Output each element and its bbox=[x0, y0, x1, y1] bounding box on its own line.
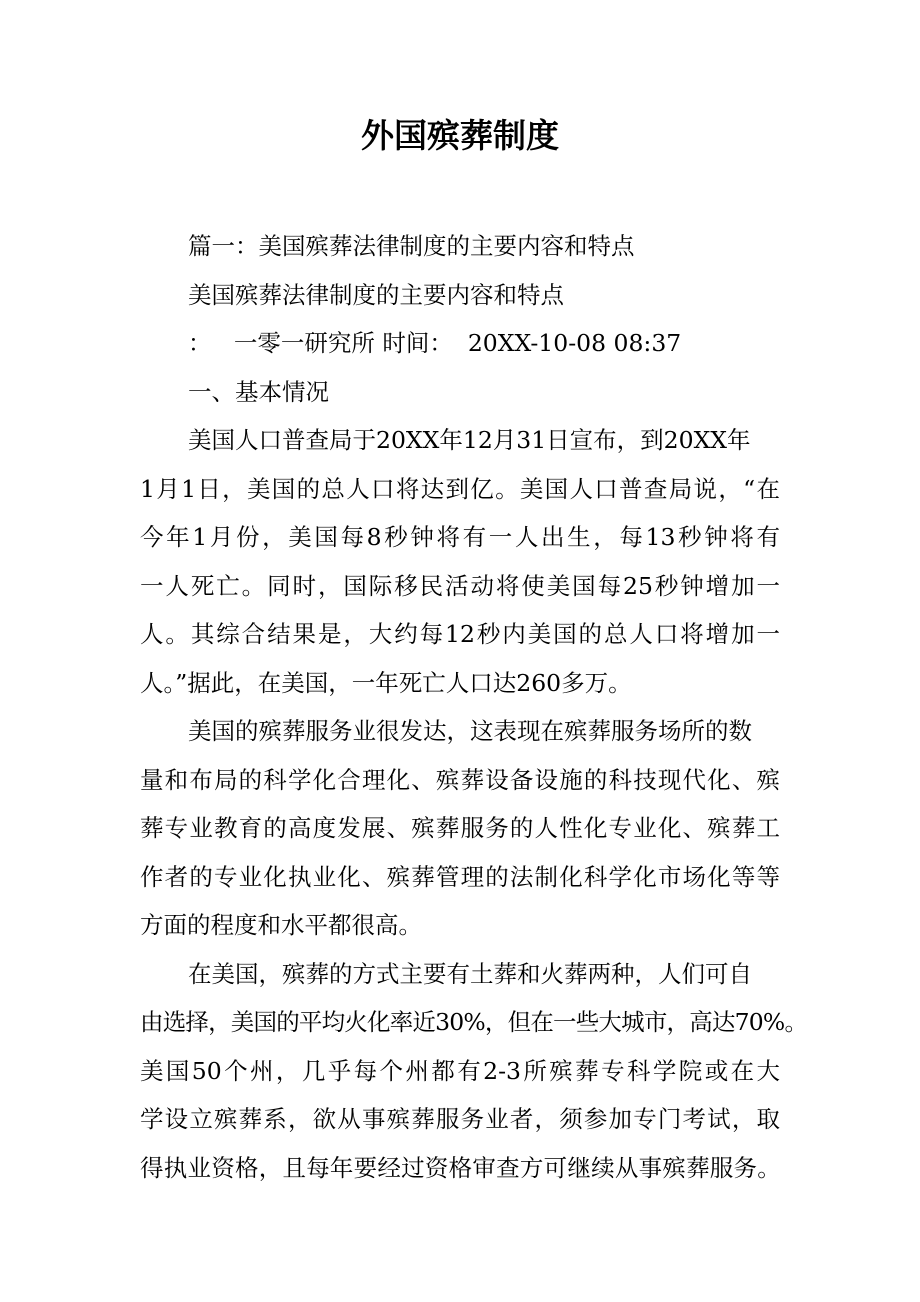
text-line: 学设立殡葬系，欲从事殡葬服务业者，须参加专门考试，取 bbox=[140, 1105, 780, 1133]
text-line: 人。”据此，在美国，一年死亡人口达260多万。 bbox=[140, 668, 632, 697]
text-line: 得执业资格，且每年要经过资格审查方可继续从事殡葬服务。 bbox=[140, 1153, 780, 1182]
text-line: 作者的专业化执业化、殡葬管理的法制化科学化市场化等等 bbox=[140, 862, 780, 891]
text-line: 美国人口普查局于20XX年12月31日宣布，到20XX年 bbox=[188, 426, 751, 454]
text-line: 一人死亡。同时，国际移民活动将使美国每25秒钟增加一 bbox=[140, 571, 780, 600]
text-line: 人。其综合结果是，大约每12秒内美国的总人口将增加一 bbox=[140, 620, 780, 648]
text-line: 1月1日，美国的总人口将达到亿。美国人口普查局说，“在 bbox=[140, 474, 780, 503]
text-line: 一、基本情况 bbox=[188, 377, 329, 406]
text-line: 美国的殡葬服务业很发达，这表现在殡葬服务场所的数 bbox=[188, 717, 752, 745]
text-line: 量和布局的科学化合理化、殡葬设备设施的科技现代化、殡 bbox=[140, 765, 780, 794]
text-line: 美国殡葬法律制度的主要内容和特点 bbox=[188, 280, 564, 309]
document-title: 外国殡葬制度 bbox=[361, 116, 559, 155]
text-line: 葬专业教育的高度发展、殡葬服务的人性化专业化、殡葬工 bbox=[140, 814, 780, 842]
text-line: 方面的程度和水平都很高。 bbox=[140, 911, 422, 939]
text-line: 今年1月份，美国每8秒钟将有一人出生，每13秒钟将有 bbox=[140, 523, 780, 551]
text-line: 篇一：美国殡葬法律制度的主要内容和特点 bbox=[188, 232, 635, 260]
text-line: 由选择，美国的平均火化率近30%，但在一些大城市，高达70%。 bbox=[140, 1008, 808, 1036]
text-line: 美国50个州，几乎每个州都有2-3所殡葬专科学院或在大 bbox=[140, 1056, 780, 1085]
document-body bbox=[140, 222, 808, 1192]
text-line: 在美国，殡葬的方式主要有土葬和火葬两种，人们可自 bbox=[188, 959, 752, 988]
text-line: ： 一零一研究所 时间： 20XX-10-08 08:37 bbox=[188, 329, 682, 357]
